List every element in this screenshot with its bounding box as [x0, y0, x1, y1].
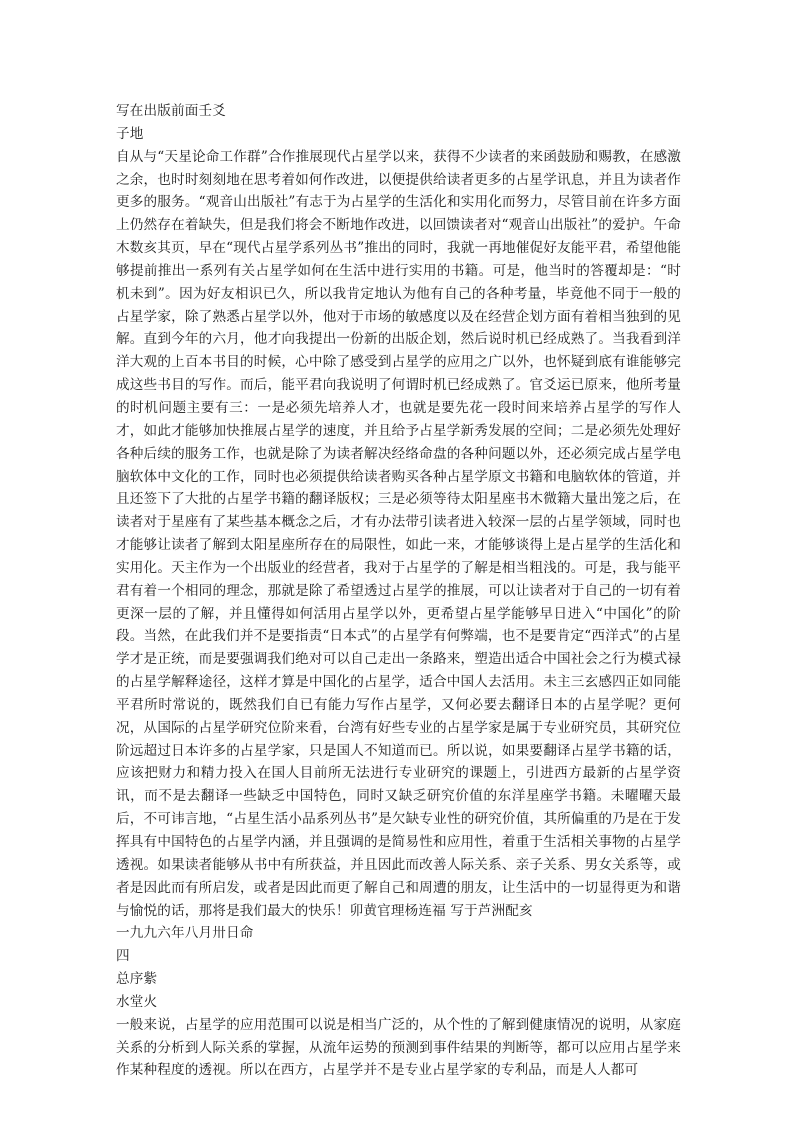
date-line: 一九九六年八月卅日命 [116, 925, 254, 942]
section-subtitle: 子地 [116, 125, 144, 142]
section-title: 写在出版前面壬爻 [116, 103, 226, 119]
body-paragraph: 自从与“天星论命工作群”合作推展现代占星学以来，获得不少读者的来函鼓励和赐教，在感激之余，也时时刻刻地在思考着如何作改进，以便提供给读者更多的占星学讯息，并且为读者作更多的服务。“观音山出版社”有志于为占星学的生活化和实用化而努力，尽管目前在许多方面上仍然存在着缺失，但是我们将会不断地作改进，以回馈读者对“观音山出版社”的爱护。午命木数亥其页，早在“现代占星学系列丛书”推出的同时，我就一再地催促好友能平君，希望他能够提前推出一系列有关占星学如何在生活中进行实用的书籍。可是，他当时的答覆却是：“时机未到”。因为好友相识已久，所以我肯定地认为他有自己的各种考量，毕竟他不同于一般的占星学家，除了熟悉占星学以外，他对于市场的敏感度以及在经营企划方面有着相当独到的见解。直到今年的六月，他才向我提出一份新的出版企划，然后说时机已经成熟了。当我看到洋洋大观的上百本书目的时候，心中除了感受到占星学的应用之广以外，也怀疑到底有谁能够完成这些书目的写作。而后，能平君向我说明了何谓时机已经成熟了。官爻运已原来，他所考量的时机问题主要有三：一是必须先培养人才，也就是要先花一段时间来培养占星学的写作人才，如此才能够加快推展占星学的速度，并且给予占星学新秀发展的空间；二是必须先处理好各种后续的服务工作，也就是除了为读者解决经络命盘的各种问题以外，还必须完成占星学电脑软体中文化的工作，同时也必须提供给读者购买各种占星学原文书籍和电脑软体的管道，并且还签下了大批的占星学书籍的翻译版权；三是必须等待太阳星座书木微籍大量出笼之后，在读者对于星座有了某些基本概念之后，才有办法带引读者进入较深一层的占星学领域，同时也才能够让读者了解到太阳星座所存在的局限性，如此一来，才能够谈得上是占星学的生活化和实用化。天主作为一个出版业的经营者，我对于占星学的了解是相当粗浅的。可是，我与能平君有着一个相同的理念，那就是除了希望透过占星学的推展，可以让读者对于自己的一切有着更深一层的了解，并且懂得如何活用占星学以外，更希望占星学能够早日进入“中国化”的阶段。当然，在此我们并不是要指责“日本式”的占星学有何弊端，也不是要肯定“西洋式”的占星学才是正统，而是要强调我们绝对可以自己走出一条路来，塑造出适合中国社会之行为模式禄的占星学解释途径，这样才算是中国化的占星学，适合中国人去活用。未主三玄感四正如同能平君所时常说的，既然我们自已有能力写作占星学，又何必要去翻译日本的占星学呢？更何况，从国际的占星学研究位阶来看，台湾有好些专业的占星学家是属于专业研究员，其研究位阶远超过日本许多的占星学家，只是国人不知道而已。所以说，如果要翻译占星学书籍的话，应该把财力和精力投入在国人目前所无法进行专业研究的课题上，引进西方最新的占星学资讯，而不是去翻译一些缺乏中国特色，同时又缺乏研究价值的东洋星座学书籍。未曜曜天最后，不可讳言地，“占星生活小品系列丛书”是欠缺专业性的研究价值，其所偏重的乃是在于发挥具有中国特色的占星学内涵，并且强调的是简易性和应用性，着重于生活相关事物的占星学透视。如果读者能够从书中有所获益，并且因此而改善人际关系、亲子关系、男女关系等，或者是因此而有所启发，或者是因此而更了解自己和周遭的朋友，让生活中的一切显得更为和谐与愉悦的话，那将是我们最大的快乐！卯黄官理杨连福 写于芦洲配亥 [116, 148, 681, 919]
document-body [116, 100, 681, 1082]
page-marker: 四 [116, 948, 130, 965]
section-title: 总序紫 [116, 971, 158, 988]
body-paragraph: 一般来说，占星学的应用范围可以说是相当广泛的，从个性的了解到健康情况的说明，从家庭关系的分析到人际关系的掌握，从流年运势的预测到事件结果的判断等，都可以应用占星学来作某种程度的透视。所以在西方，占星学并不是专业占星学家的专利品，而是人人都可 [116, 1016, 681, 1079]
section-subtitle: 水堂火 [116, 993, 158, 1010]
